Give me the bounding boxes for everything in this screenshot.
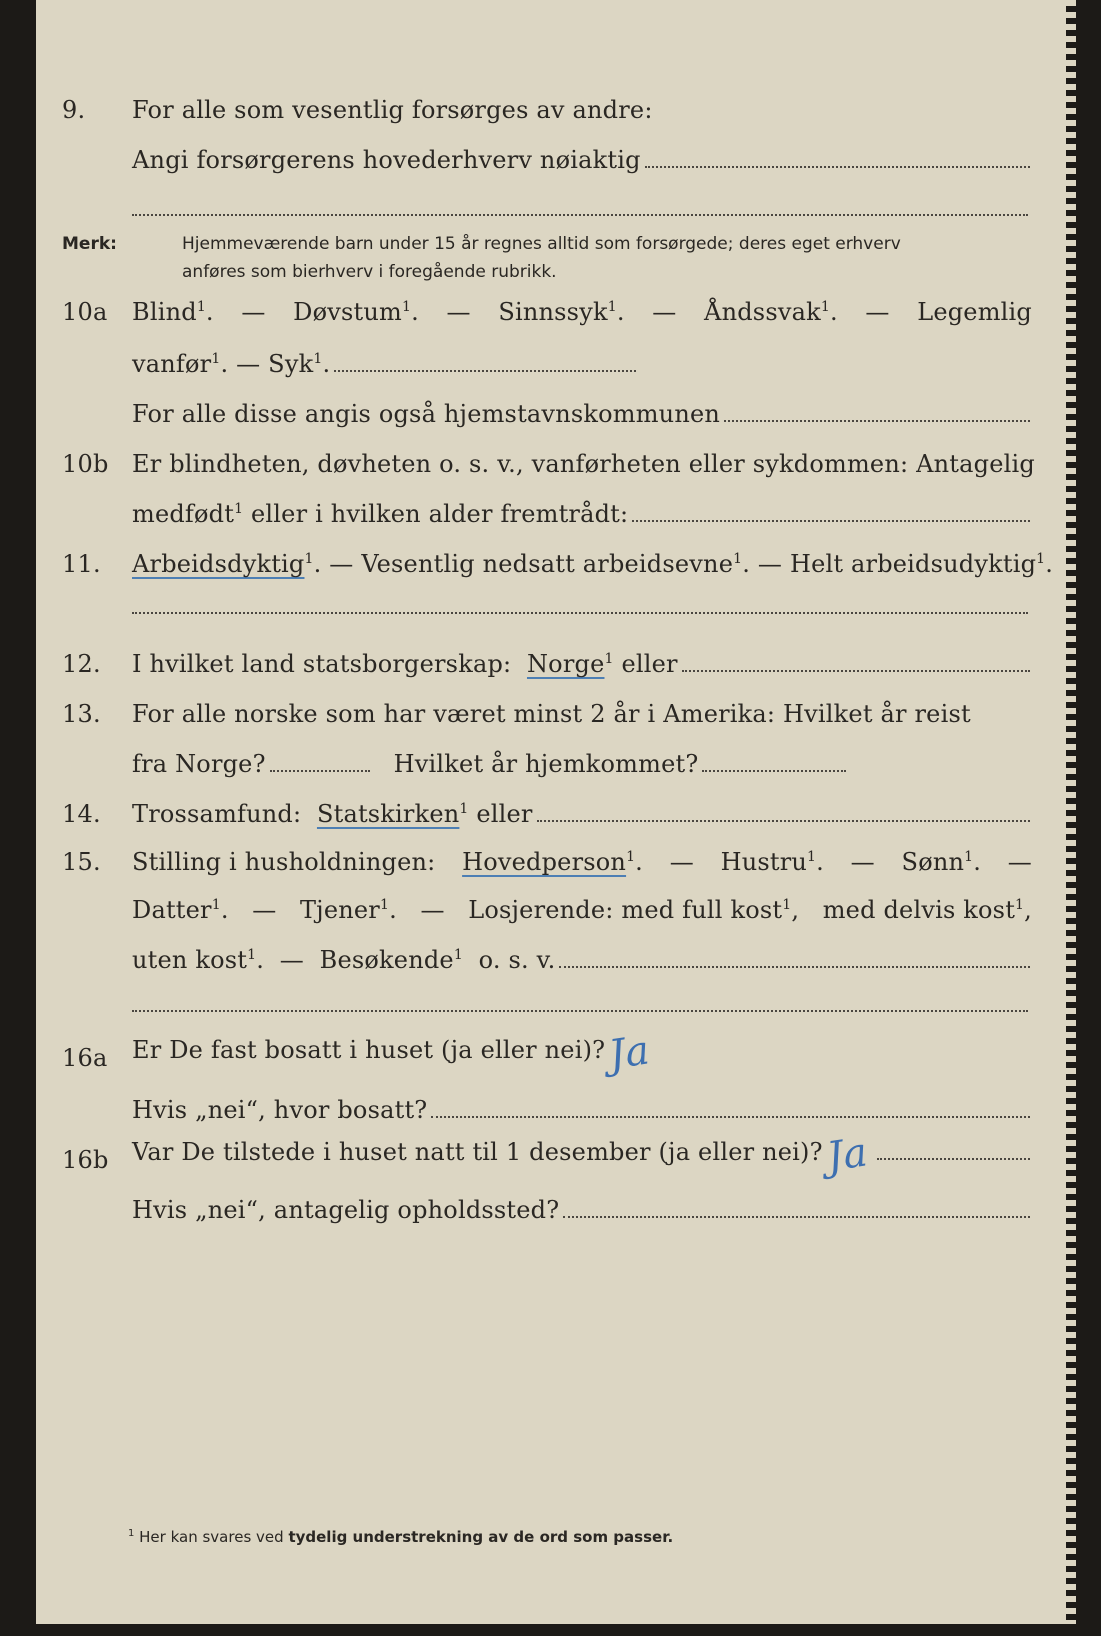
question-number: 12. [62, 650, 101, 678]
question-13-line-2 [36, 744, 1068, 784]
question-number: 10b [62, 450, 109, 478]
question-number: 10a [62, 298, 108, 326]
question-12: 12. I hvilket land statsborgerskap: Norge$^1$ eller [36, 644, 1068, 684]
answer-field[interactable] [559, 966, 1030, 968]
option-full-kost[interactable]: Losjerende: med full kost [468, 896, 783, 924]
answer-field[interactable] [563, 1216, 1030, 1218]
question-number: 16a [62, 1044, 108, 1072]
question-15-line-3: uten kost$^1$. — Besøkende$^1$ o. s. v. [36, 940, 1068, 980]
option-datter[interactable]: Datter [132, 896, 212, 924]
option-syk[interactable]: Syk [268, 350, 314, 378]
question-text: For alle norske som har været minst 2 år i Amerika: Hvilket år reist [132, 700, 971, 728]
question-16a [36, 1027, 1068, 1079]
option-legemlig[interactable]: Legemlig [917, 298, 1032, 326]
question-number: 13. [62, 700, 101, 728]
question-text: I hvilket land statsborgerskap: [132, 650, 512, 678]
question-14: 14. Trossamfund: Statskirken$^1$ eller [36, 794, 1068, 834]
note-label: Merk: [62, 234, 117, 254]
question-10a: 10a Blind$^1$. — Døvstum$^1$. — Sinnssyk$^1$. — Åndssvak$^1$. — Legemlig [62, 298, 1032, 326]
option-norge-selected[interactable]: Norge [526, 650, 605, 678]
option-blind[interactable]: Blind [132, 298, 197, 326]
question-15: 15. Stilling i husholdningen: Hovedperson$^1$. — Hustru$^1$. — Sønn$^1$. — [62, 848, 1032, 876]
option-statskirken-selected[interactable]: Statskirken [316, 800, 460, 828]
question-9-line-2 [36, 140, 1068, 180]
question-text: eller i hvilken alder fremtrådt: [251, 500, 629, 528]
question-10a-line-2: vanfør$^1$. — Syk$^1$. [36, 344, 1068, 384]
answer-field-hjemkommet[interactable] [702, 770, 846, 772]
question-number: 11. [62, 550, 101, 578]
question-15-line-2: Datter$^1$. — Tjener$^1$. — Losjerende: med full kost$^1$, med delvis kost$^1$, [132, 896, 1032, 924]
option-besokende[interactable]: Besøkende [319, 946, 454, 974]
answer-field[interactable] [682, 670, 1030, 672]
question-11: 11. Arbeidsdyktig$^1$. — Vesentlig nedsatt arbeidsevne$^1$. — Helt arbeidsudyktig$^1$. [62, 550, 1054, 578]
answer-field[interactable] [334, 370, 636, 372]
option-hustru[interactable]: Hustru [720, 848, 808, 876]
answer-line[interactable] [132, 1010, 1028, 1012]
footnote [128, 1528, 673, 1546]
question-10a-line-3 [36, 394, 1068, 434]
option-medfodt[interactable]: medfødt [132, 500, 235, 528]
question-text: For alle som vesentlig forsørges av andre: [132, 96, 653, 124]
option-udyktig[interactable]: Helt arbeidsudyktig [789, 550, 1037, 578]
answer-field[interactable] [431, 1116, 1030, 1118]
question-16b [36, 1129, 1068, 1181]
handwritten-answer[interactable]: Ja [823, 1129, 870, 1181]
question-number: 9. [62, 96, 86, 124]
question-text: Var De tilstede i huset natt til 1 desember (ja eller nei)? [132, 1138, 823, 1166]
footnote-text-1: Her kan svares ved [139, 1528, 284, 1546]
footnote-mark: 1 [128, 1528, 135, 1539]
option-sonn[interactable]: Sønn [901, 848, 965, 876]
question-text: Hvilket år hjemkommet? [393, 750, 699, 778]
option-uten-kost[interactable]: uten kost [132, 946, 248, 974]
footnote-text-2: tydelig understrekning av de ord som passer. [288, 1528, 674, 1546]
option-nedsatt[interactable]: Vesentlig nedsatt arbeidsevne [361, 550, 734, 578]
question-text: Trossamfund: [132, 800, 302, 828]
question-number: 14. [62, 800, 101, 828]
answer-field[interactable] [724, 420, 1030, 422]
question-text: Hvis „nei“, hvor bosatt? [132, 1096, 428, 1124]
handwritten-answer[interactable]: Ja [606, 1027, 653, 1079]
note-line-1: Hjemmeværende barn under 15 år regnes alltid som forsørgede; deres eget erhverv [182, 234, 901, 254]
option-andssvak[interactable]: Åndssvak [704, 298, 821, 326]
question-16b-line-2 [36, 1190, 1068, 1230]
question-number: 15. [62, 848, 101, 876]
answer-field-reist[interactable] [270, 770, 370, 772]
answer-field[interactable] [632, 520, 1030, 522]
option-dovstum[interactable]: Døvstum [293, 298, 402, 326]
option-vanfor[interactable]: vanfør [132, 350, 212, 378]
option-hovedperson-selected[interactable]: Hovedperson [462, 848, 627, 876]
note-line-2: anføres som bierhverv i foregående rubrikk. [182, 262, 557, 282]
question-10b [36, 444, 1068, 484]
option-delvis-kost[interactable]: med delvis kost [822, 896, 1016, 924]
question-text: Angi forsørgerens hovederhverv nøiaktig [132, 146, 641, 174]
question-text: Er blindheten, døvheten o. s. v., vanførheten eller sykdommen: Antagelig [132, 450, 1035, 478]
question-10b-line-2: medfødt$^1$ eller i hvilken alder fremtrådt: [36, 494, 1068, 534]
answer-line[interactable] [132, 612, 1028, 614]
question-13 [36, 694, 1068, 734]
answer-field[interactable] [877, 1158, 1030, 1160]
option-sinnssyk[interactable]: Sinnssyk [498, 298, 608, 326]
answer-line[interactable] [132, 214, 1028, 216]
question-number: 16b [62, 1146, 109, 1174]
census-form-page [36, 0, 1068, 1624]
question-text: Er De fast bosatt i huset (ja eller nei)? [132, 1036, 606, 1064]
question-text: fra Norge? [132, 750, 266, 778]
option-arbeidsdyktig-selected[interactable]: Arbeidsdyktig [132, 550, 305, 578]
question-9 [36, 90, 1068, 130]
answer-field[interactable] [645, 166, 1030, 168]
question-text: Stilling i husholdningen: [132, 848, 436, 876]
question-text: For alle disse angis også hjemstavnskommunen [132, 400, 721, 428]
option-tjener[interactable]: Tjener [299, 896, 380, 924]
answer-field[interactable] [537, 820, 1030, 822]
question-text: Hvis „nei“, antagelig opholdssted? [132, 1196, 560, 1224]
